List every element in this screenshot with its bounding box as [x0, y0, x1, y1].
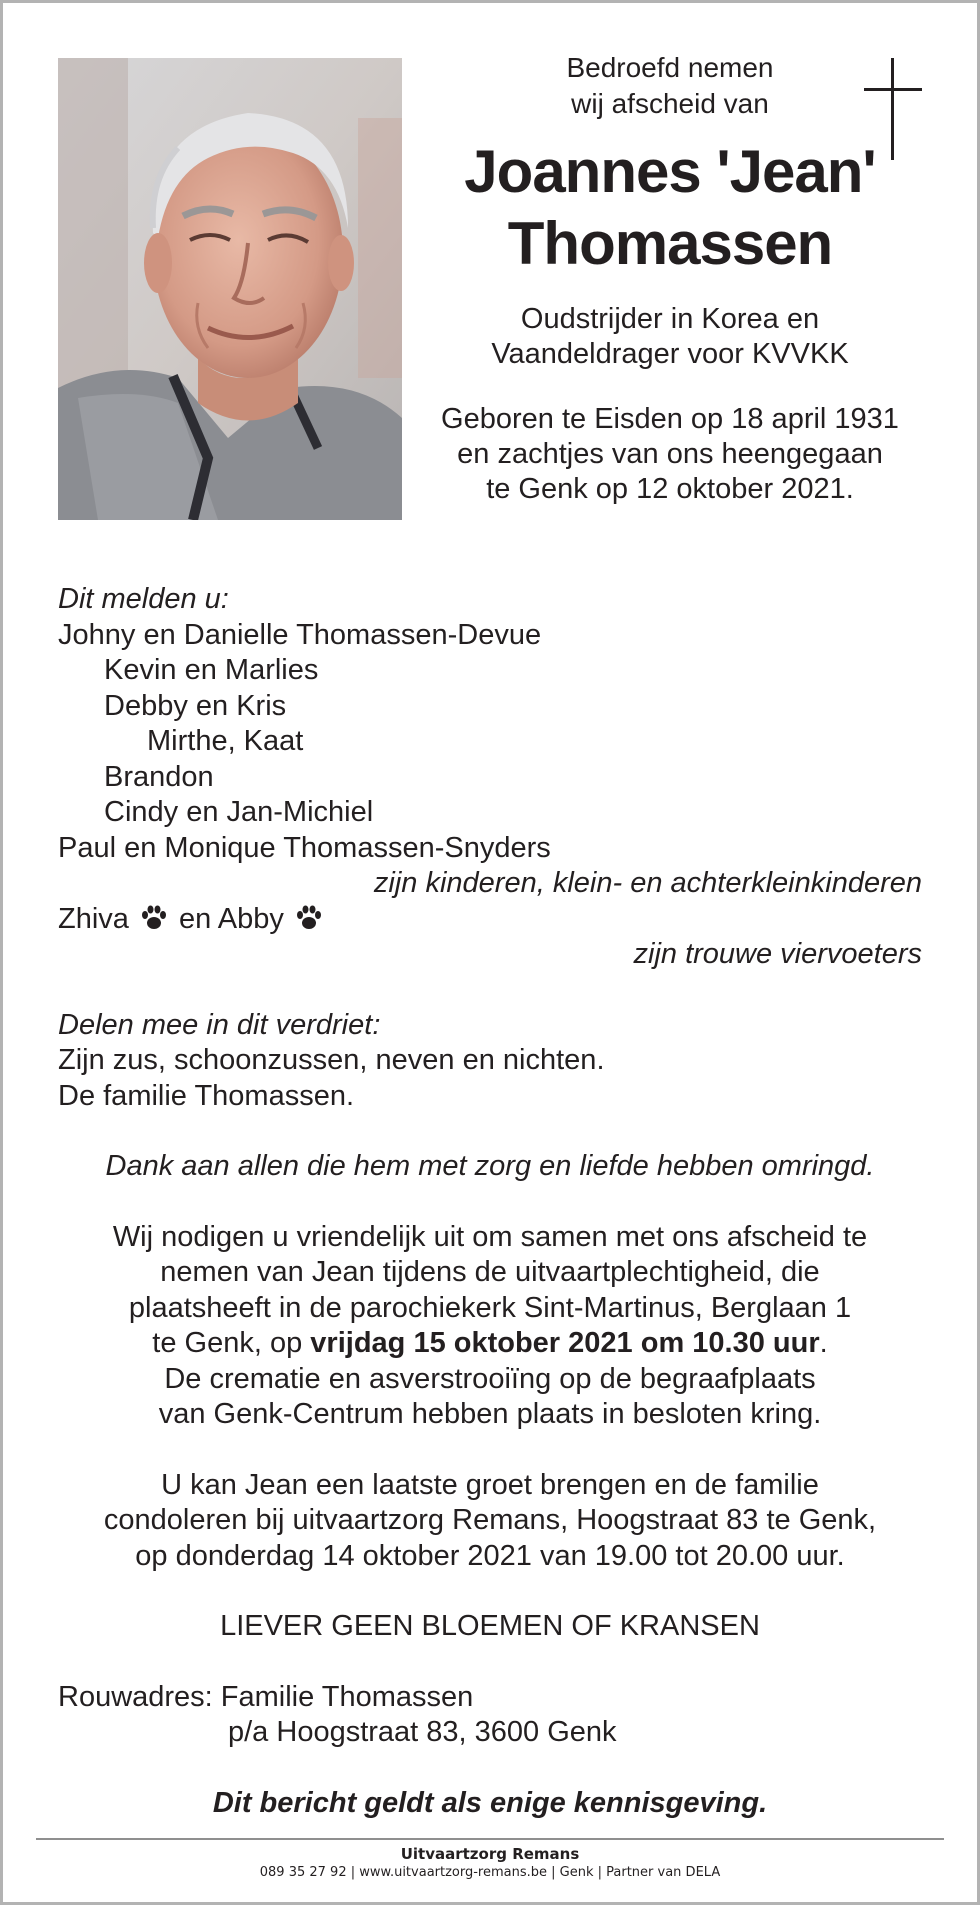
pets-line — [58, 902, 922, 938]
visitation-line: U kan Jean een laatste groet brengen en de familie — [161, 1468, 819, 1501]
ceremony-line: De crematie en asverstrooiïng op de begraafplaats — [164, 1362, 816, 1395]
footer — [0, 1844, 980, 1882]
honors-line: Vaandeldrager voor KVVKK — [491, 338, 849, 370]
address-line: p/a Hoogstraat 83, 3600 Genk — [228, 1716, 617, 1748]
portrait-illustration — [58, 58, 402, 520]
ceremony-line — [58, 1326, 922, 1362]
portrait-photo — [58, 58, 402, 520]
thanks-text: Dank aan allen die hem met zorg en liefde hebben omringd. — [105, 1150, 875, 1182]
dates-line: en zachtjes van ons heengegaan — [457, 438, 883, 470]
intro-line: wij afscheid van — [571, 88, 769, 119]
honors-text — [400, 302, 940, 372]
funeral-home-name: Uitvaartzorg Remans — [400, 1845, 580, 1863]
spacer — [58, 1574, 922, 1609]
visitation-line: op donderdag 14 oktober 2021 van 19.00 tot 20.00 uur. — [135, 1539, 845, 1572]
deceased-name — [400, 136, 940, 280]
ceremony-line: nemen van Jean tijdens de uitvaartplechtigheid, die — [160, 1256, 820, 1288]
mourning-address — [58, 1680, 922, 1751]
family-member: Paul en Monique Thomassen-Snyders — [58, 831, 551, 864]
paw-icon — [296, 905, 322, 931]
spacer — [58, 1645, 922, 1680]
address-line: Rouwadres: Familie Thomassen — [58, 1680, 474, 1713]
share-line: Zijn zus, schoonzussen, neven en nichten. — [58, 1044, 605, 1076]
ceremony-line: plaatsheeft in de parochiekerk Sint-Martinus, Berglaan 1 — [128, 1291, 852, 1324]
spacer — [58, 1433, 922, 1468]
share-heading: Delen mee in dit verdriet: — [58, 1008, 381, 1041]
family-member: Brandon — [104, 760, 214, 793]
name-line: Joannes 'Jean' — [464, 138, 876, 205]
spacer — [58, 1185, 922, 1220]
header-block — [400, 50, 940, 507]
family-relation: zijn kinderen, klein- en achterkleinkinderen — [373, 867, 922, 899]
footer-divider — [36, 1838, 944, 1840]
dates-line: Geboren te Eisden op 18 april 1931 — [441, 403, 899, 435]
no-flowers-notice: LIEVER GEEN BLOEMEN OF KRANSEN — [220, 1610, 760, 1642]
ceremony-line: van Genk-Centrum hebben plaats in besloten kring. — [158, 1398, 822, 1430]
paw-icon — [141, 905, 167, 931]
ceremony-fragment: te Genk, op — [152, 1327, 311, 1359]
funeral-home-contact: 089 35 27 92 | www.uitvaartzorg-remans.be | Genk | Partner van DELA — [259, 1865, 721, 1880]
visitation-text — [58, 1468, 922, 1575]
intro-text — [400, 50, 940, 122]
spacer — [58, 973, 922, 1008]
visitation-line: condoleren bij uitvaartzorg Remans, Hoogstraat 83 te Genk, — [103, 1504, 877, 1536]
ceremony-line: Wij nodigen u vriendelijk uit om samen met ons afscheid te — [112, 1220, 868, 1253]
family-member: Kevin en Marlies — [104, 654, 319, 686]
ceremony-fragment: . — [819, 1327, 828, 1359]
ceremony-text — [58, 1220, 922, 1433]
family-member: Cindy en Jan-Michiel — [104, 796, 374, 828]
family-member: Johny en Danielle Thomassen-Devue — [58, 618, 542, 651]
final-note: Dit bericht geldt als enige kennisgeving. — [212, 1787, 768, 1819]
pets-relation: zijn trouwe viervoeters — [633, 938, 922, 970]
family-member: Debby en Kris — [104, 689, 287, 722]
pet-name: en Abby — [179, 902, 284, 935]
honors-line: Oudstrijder in Korea en — [520, 303, 820, 335]
dates-line: te Genk op 12 oktober 2021. — [486, 473, 854, 505]
life-dates — [400, 402, 940, 507]
family-heading: Dit melden u: — [58, 583, 229, 615]
pet-name: Zhiva — [58, 902, 129, 935]
share-line: De familie Thomassen. — [58, 1079, 355, 1112]
name-line: Thomassen — [507, 210, 833, 277]
ceremony-datetime: vrijdag 15 oktober 2021 om 10.30 uur — [310, 1327, 820, 1359]
spacer — [58, 1114, 922, 1149]
obituary-body — [58, 582, 922, 1751]
family-member: Mirthe, Kaat — [147, 725, 304, 757]
intro-line: Bedroefd nemen — [566, 52, 774, 83]
